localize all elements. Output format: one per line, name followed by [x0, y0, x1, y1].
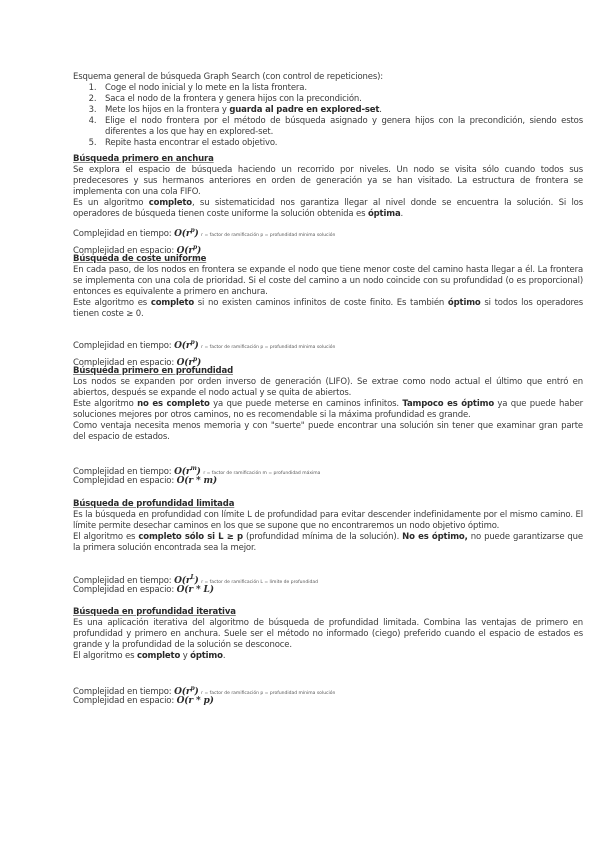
section-coste-uniforme [73, 254, 583, 320]
section-anchura [73, 154, 583, 220]
time-complexity-anchura: Complejidad en tiempo: $O(r^p) r$ = factor de ramificación p = profundidad mínima solución [73, 227, 336, 239]
time-complexity-limitada: Complejidad en tiempo: $O(r^L) r$ = factor de ramificación L = límite de profundidad [73, 574, 318, 586]
space-complexity-limitada: Complejidad en espacio: O(r * L) [73, 585, 214, 595]
section-paragraph: Como ventaja necesita menos memoria y con "suerte" puede encontrar una solución sin tener que examinar gran parte del espacio de estados. [73, 421, 583, 442]
section-paragraph: El algoritmo es completo y óptimo. [73, 651, 226, 661]
step-item: 3. Mete los hijos en la frontera y guarda al padre en explored-set. [99, 105, 583, 116]
section-title: Búsqueda de profundidad limitada [73, 499, 235, 509]
time-complexity-profundidad: Complejidad en tiempo: $O(r^m) r$ = factor de ramificación m = profundidad máxima [73, 465, 321, 477]
section-paragraph: El algoritmo es completo sólo si L ≥ p (profundidad mínima de la solución). No es óptimo, no puede garantizarse que la primera solución encontrada sea la mejor. [73, 532, 583, 553]
section-title: Búsqueda en profundidad iterativa [73, 607, 236, 617]
section-title: Búsqueda primero en anchura [73, 154, 214, 164]
section-profundidad-limitada [73, 499, 583, 554]
step-item: 4. Elige el nodo frontera por el método de búsqueda asignado y genera hijos con la precondición, siendo estos diferentes a los que hay en explored-set. [99, 116, 583, 138]
space-complexity-uniforme: Complejidad en espacio: $O(r^p)$ [73, 356, 202, 368]
section-paragraph: Este algoritmo no es completo ya que puede meterse en caminos infinitos. Tampoco es óptimo ya que puede haber soluciones mejores por otros caminos, no es recomendable si la máxima profundidad es grande. [73, 399, 584, 420]
section-title: Búsqueda de coste uniforme [73, 254, 207, 264]
intro-block [73, 72, 583, 149]
section-profundidad [73, 366, 583, 443]
section-paragraph: Es la búsqueda en profundidad con límite L de profundidad para evitar descender indefinidamente por el mismo camino. El límite permite desechar caminos en los que se supone que no encontraremos un nodo objetivo óptimo. [73, 510, 583, 531]
section-title: Búsqueda primero en profundidad [73, 366, 234, 376]
section-paragraph: Los nodos se expanden por orden inverso de generación (LIFO). Se extrae como nodo actual el último que entró en abiertos, después se expande el nodo actual y se quita de abiertos. [73, 377, 583, 398]
section-profundidad-iterativa [73, 607, 583, 662]
section-paragraph: En cada paso, de los nodos en frontera se expande el nodo que tiene menor coste del camino hasta llegar a él. La frontera se implementa con una cola de prioridad. Si el coste del camino a un nodo coincide con su profundidad (o es proporcional) entonces es equivalente a primero en anchura. [73, 265, 583, 297]
section-paragraph: Se explora el espacio de búsqueda haciendo un recorrido por niveles. Un nodo se visita sólo cuando todos sus predecesores y sus hermanos anteriores en orden de generación ya se han visitado. La estructura de frontera se implementa con una cola FIFO. [73, 165, 583, 197]
section-paragraph: Este algoritmo es completo si no existen caminos infinitos de coste finito. Es también óptimo si todos los operadores tienen coste ≥ 0. [73, 298, 584, 319]
graph-search-steps [73, 83, 583, 149]
section-paragraph: Es una aplicación iterativa del algoritmo de búsqueda de profundidad limitada. Combina las ventajas de primero en profundidad y primero en anchura. Suele ser el método no informado (ciego) preferido cuando el espacio de estados es grande y la profundidad de la solución se desconoce. [73, 618, 583, 650]
step-item: 5. Repite hasta encontrar el estado objetivo. [99, 138, 583, 149]
time-complexity-uniforme: Complejidad en tiempo: $O(r^p) r$ = factor de ramificación p = profundidad mínima solución [73, 339, 336, 351]
section-paragraph: Es un algoritmo completo, su sistematicidad nos garantiza llegar al nivel donde se encuentra la solución. Si los operadores de búsqueda tienen coste uniforme la solución obtenida es óptima. [73, 198, 584, 219]
step-item: 1. Coge el nodo inicial y lo mete en la lista frontera. [99, 83, 583, 94]
space-complexity-anchura: Complejidad en espacio: $O(r^p)$ [73, 244, 202, 256]
intro-text: Esquema general de búsqueda Graph Search (con control de repeticiones): [73, 72, 383, 82]
space-complexity-iterativa: Complejidad en espacio: O(r * p) [73, 696, 214, 706]
space-complexity-profundidad: Complejidad en espacio: O(r * m) [73, 476, 218, 486]
time-complexity-iterativa: Complejidad en tiempo: $O(r^p) r$ = factor de ramificación p = profundidad mínima solución [73, 685, 336, 697]
step-item: 2. Saca el nodo de la frontera y genera hijos con la precondición. [99, 94, 583, 105]
